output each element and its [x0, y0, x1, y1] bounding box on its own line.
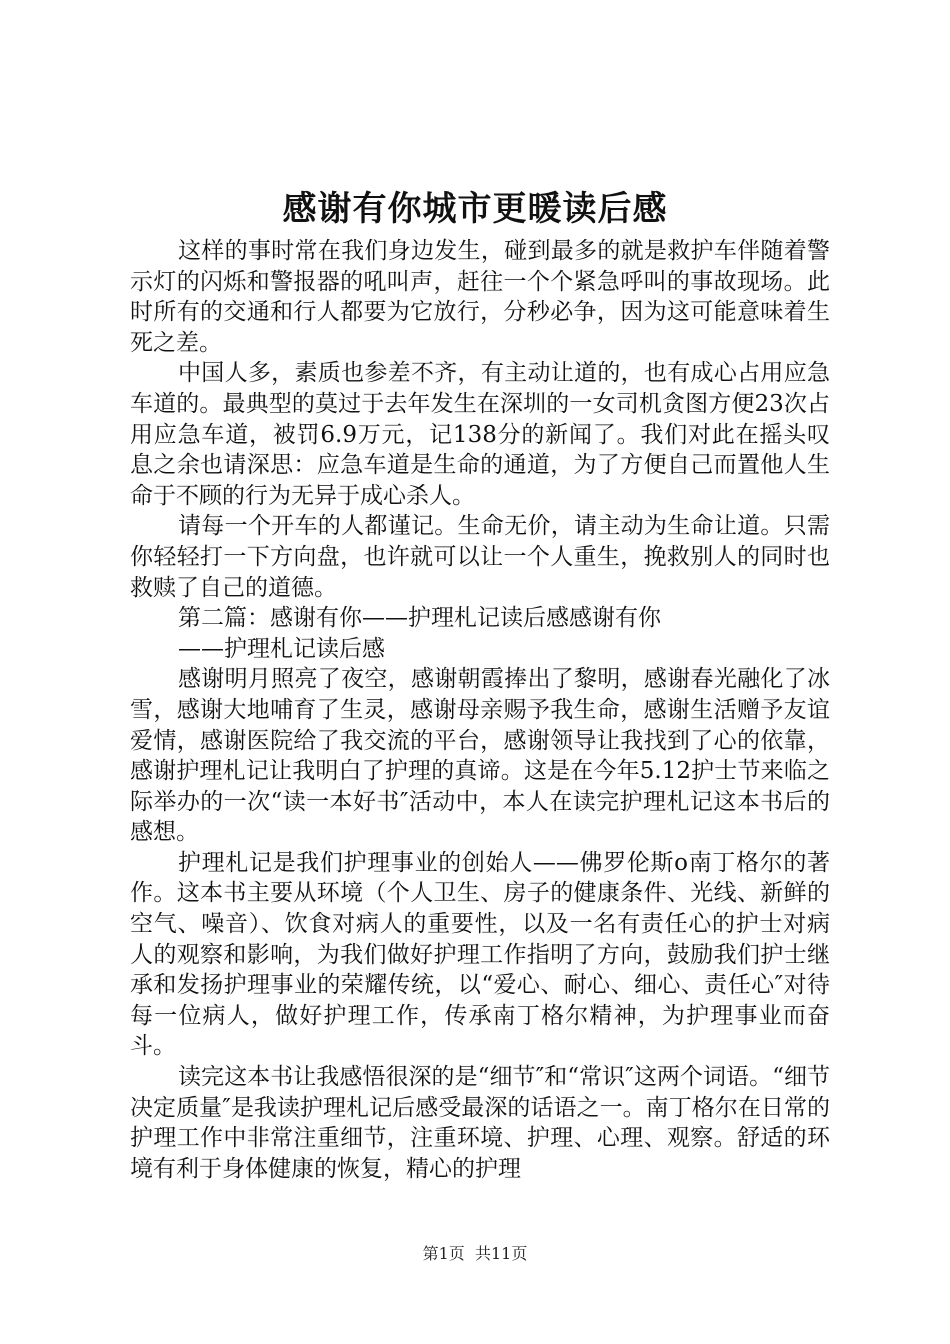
- page-footer: [0, 1242, 950, 1266]
- paragraph-6: 读完这本书让我感悟很深的是“细节″和“常识″这两个词语。“细节决定质量″是我读护理札记后感受最深的话语之一。南丁格尔在日常的护理工作中非常注重细节，注重环境、护理、心理、观察。舒适的环境有利于身体健康的恢复，精心的护理: [130, 1064, 830, 1182]
- paragraph-1: 这样的事时常在我们身边发生，碰到最多的就是救护车伴随着警示灯的闪烁和警报器的吼叫声，赶往一个个紧急呼叫的事故现场。此时所有的交通和行人都要为它放行，分秒必争，因为这可能意味着生死之差。: [130, 238, 830, 356]
- paragraph-3: 请每一个开车的人都谨记。生命无价，请主动为生命让道。只需你轻轻打一下方向盘，也许就可以让一个人重生，挽救别人的同时也救赎了自己的道德。: [130, 513, 830, 601]
- section-subheading: ——护理札记读后感: [178, 635, 385, 662]
- page-number: 第1页: [422, 1244, 465, 1263]
- document-body: [130, 236, 830, 1184]
- document-title: 感谢有你城市更暖读后感: [282, 189, 668, 229]
- section-heading: 第二篇：感谢有你——护理札记读后感感谢有你: [178, 605, 661, 632]
- paragraph-2: 中国人多，素质也参差不齐，有主动让道的，也有成心占用应急车道的。最典型的莫过于去年发生在深圳的一女司机贪图方便23次占用应急车道，被罚6.9万元，记138分的新闻了。我们对此在摇头叹息之余也请深思：应急车道是生命的通道，为了方便自己而置他人生命于不顾的行为无异于成心杀人。: [130, 360, 830, 509]
- page-total: 共11页: [474, 1244, 528, 1263]
- paragraph-4: 感谢明月照亮了夜空，感谢朝霞捧出了黎明，感谢春光融化了冰雪，感谢大地哺育了生灵，感谢母亲赐予我生命，感谢生活赠予友谊爱情，感谢医院给了我交流的平台，感谢领导让我找到了心的依靠，感谢护理札记让我明白了护理的真谛。这是在今年5.12护士节来临之际举办的一次“读一本好书″活动中，本人在读完护理札记这本书后的感想。: [130, 666, 830, 846]
- paragraph-5: 护理札记是我们护理事业的创始人——佛罗伦斯o南丁格尔的著作。这本书主要从环境（个人卫生、房子的健康条件、光线、新鲜的空气、噪音）、饮食对病人的重要性，以及一名有责任心的护士对病人的观察和影响，为我们做好护理工作指明了方向，鼓励我们护士继承和发扬护理事业的荣耀传统，以“爱心、耐心、细心、责任心″对待每一位病人，做好护理工作，传承南丁格尔精神，为护理事业而奋斗。: [130, 849, 830, 1060]
